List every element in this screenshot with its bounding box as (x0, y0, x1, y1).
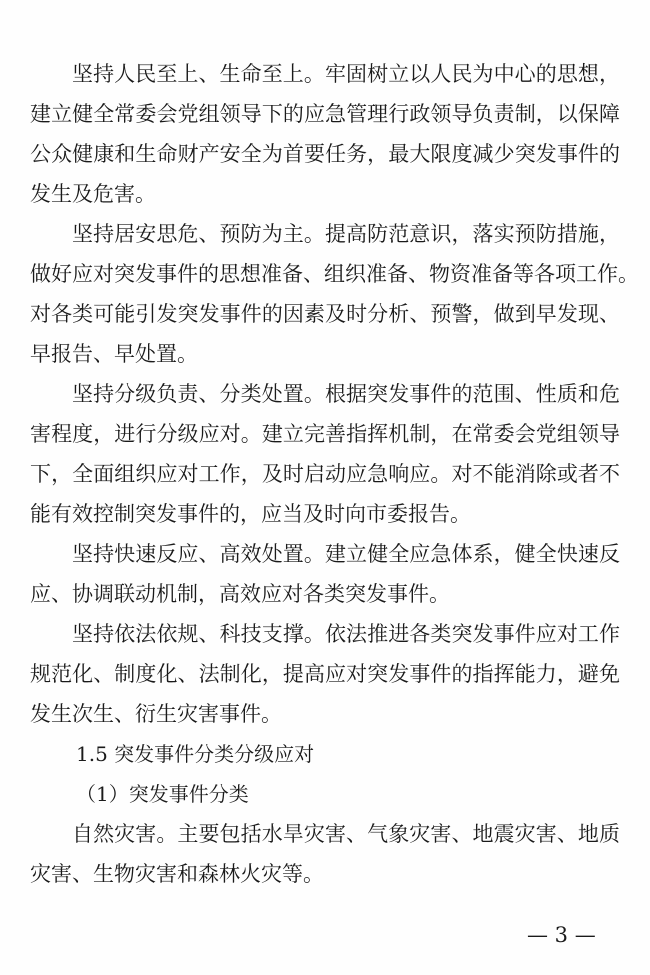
subsection-heading: （1）突发事件分类 (76, 782, 249, 806)
text-line: 公众健康和生命财产安全为首要任务，最大限度减少突发事件的 (30, 142, 620, 166)
text-line: 坚持依法依规、科技支撑。依法推进各类突发事件应对工作 (72, 622, 620, 646)
text-line: 应、协调联动机制，高效应对各类突发事件。 (30, 582, 450, 606)
paragraph-people-first (30, 54, 620, 214)
text-line: 害程度，进行分级应对。建立完善指挥机制，在常委会党组领导 (30, 422, 620, 446)
page-number: — 3 — (527, 923, 596, 947)
paragraph-rule-of-law (30, 614, 620, 734)
text-line: 对各类可能引发突发事件的因素及时分析、预警，做到早发现、 (30, 302, 620, 326)
text-line: 能有效控制突发事件的，应当及时向市委报告。 (30, 502, 471, 526)
text-line: 规范化、制度化、法制化，提高应对突发事件的指挥能力，避免 (30, 662, 620, 686)
paragraph-graded-response (30, 374, 620, 534)
text-line: 坚持分级负责、分类处置。根据突发事件的范围、性质和危 (72, 382, 620, 406)
paragraph-prevention (30, 214, 639, 374)
section-heading: 1.5 突发事件分类分级应对 (76, 742, 315, 766)
text-line: 坚持人民至上、生命至上。牢固树立以人民为中心的思想， (72, 62, 620, 86)
text-line: 灾害、生物灾害和森林火灾等。 (30, 862, 324, 886)
text-line: 坚持居安思危、预防为主。提高防范意识，落实预防措施， (72, 222, 620, 246)
paragraph-natural-disasters (30, 814, 620, 894)
text-line: 发生及危害。 (30, 182, 156, 206)
text-line: 做好应对突发事件的思想准备、组织准备、物资准备等各项工作。 (30, 262, 639, 286)
text-line: 下，全面组织应对工作，及时启动应急响应。对不能消除或者不 (30, 462, 620, 486)
text-line: 早报告、早处置。 (30, 342, 198, 366)
text-line: 自然灾害。主要包括水旱灾害、气象灾害、地震灾害、地质 (72, 822, 620, 846)
paragraph-rapid-response (30, 534, 620, 614)
text-line: 坚持快速反应、高效处置。建立健全应急体系，健全快速反 (72, 542, 620, 566)
document-page (30, 54, 639, 894)
text-line: 发生次生、衍生灾害事件。 (30, 702, 282, 726)
text-line: 建立健全常委会党组领导下的应急管理行政领导负责制，以保障 (30, 102, 620, 126)
